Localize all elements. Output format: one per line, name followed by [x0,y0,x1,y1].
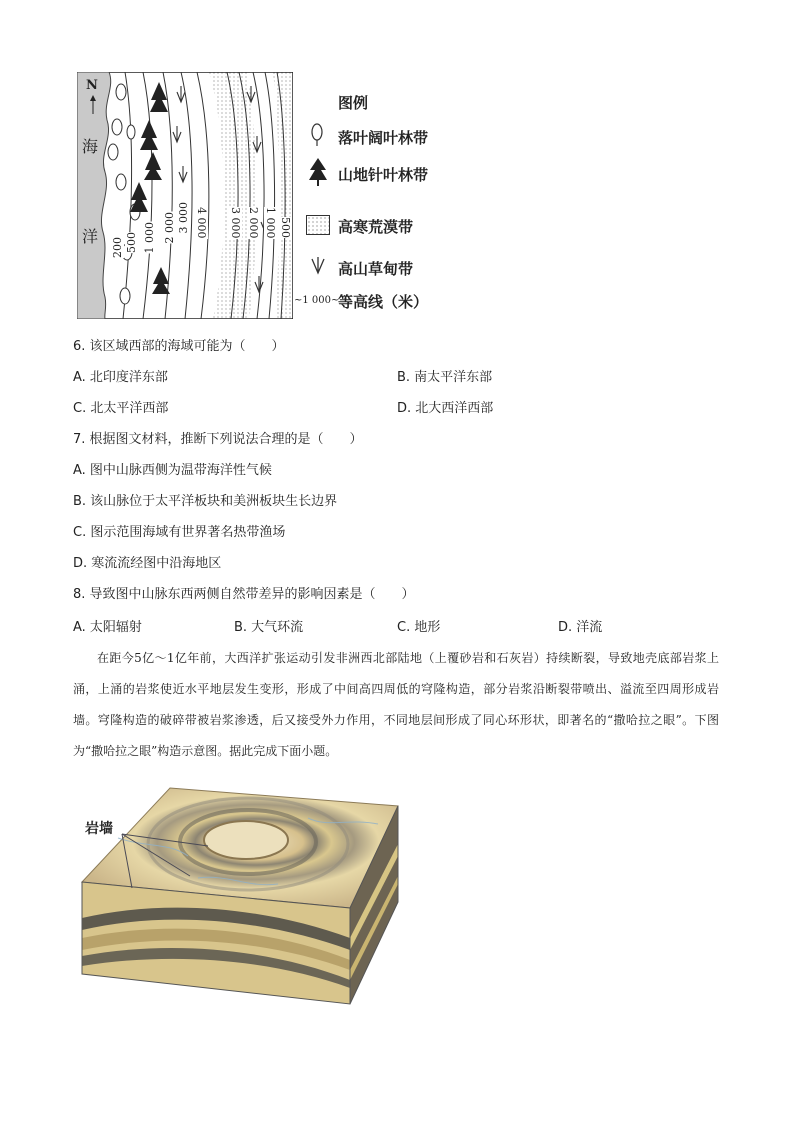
q8-option-b[interactable]: B. 大气环流 [234,620,304,635]
conifer-legend-icon [307,158,329,186]
q7-option-d[interactable]: D. 寒流流经图中沿海地区 [73,556,222,571]
contour-label-w500: 500 [125,232,138,253]
q7-option-b[interactable]: B. 该山脉位于太平洋板块和美洲板块生长边界 [73,494,338,509]
contour-label-w3000: 3 000 [177,202,190,234]
meadow-legend-icon [310,255,326,275]
ocean-label-1: 海 [82,137,99,156]
q7-option-a[interactable]: A. 图中山脉西侧为温带海洋性气候 [73,463,272,478]
contour-label-e4000: 4 000 [195,207,208,239]
contour-label-e1000: 1 000 [264,207,277,239]
contour-label-e500: 500 [279,217,292,238]
q8-stem: 8. 导致图中山脉东西两侧自然带差异的影响因素是（ ） [73,587,415,602]
legend-conifer: 山地针叶林带 [338,166,429,184]
contour-map [77,72,293,319]
ocean-label-2: 洋 [82,227,99,246]
deciduous-legend-icon [310,122,324,148]
contour-label-w200: 200 [111,237,124,258]
q8-option-c[interactable]: C. 地形 [397,620,441,635]
q6-option-d[interactable]: D. 北大西洋西部 [397,401,494,416]
contour-label-e3000: 3 000 [229,207,242,239]
q7-option-c[interactable]: C. 图示范围海域有世界著名热带渔场 [73,525,286,540]
contour-map-drawing [77,72,293,319]
dike-label: 岩墙 [85,821,113,837]
legend-contour-sample: ~1 000~ [294,295,340,306]
q6-option-b[interactable]: B. 南太平洋东部 [397,370,493,385]
q6-stem: 6. 该区域西部的海域可能为（ ） [73,339,285,354]
q6-option-c[interactable]: C. 北太平洋西部 [73,401,169,416]
q7-stem: 7. 根据图文材料，推断下列说法合理的是（ ） [73,432,363,447]
north-label: N [86,78,98,93]
q8-option-d[interactable]: D. 洋流 [558,620,603,635]
contour-label-e2000: 2 000 [247,207,260,239]
contour-label-w1000: 1 000 [143,222,156,254]
legend-title: 图例 [338,94,369,112]
desert-legend-icon [306,215,330,235]
q8-option-a[interactable]: A. 太阳辐射 [73,620,142,635]
legend-contour: 等高线（米） [338,293,429,311]
legend-deciduous: 落叶阔叶林带 [338,129,429,147]
legend-meadow: 高山草甸带 [338,260,414,278]
contour-label-w2000: 2 000 [163,212,176,244]
passage: 在距今5亿～1亿年前，大西洋扩张运动引发非洲西北部陆地（上覆砂岩和石灰岩）持续断裂，导致地壳底部岩浆上涌，上涌的岩浆使近水平地层发生变形，形成了中间高四周低的穹隆构造，部分岩浆沿断裂带喷出、溢流至四周形成岩墙。穹隆构造的破碎带被岩浆渗透，后又接受外力作用，不同地层间形成了同心环形状，即著名的“撒哈拉之眼”。下图为“撒哈拉之眼”构造示意图。据此完成下面小题。 [73,651,719,758]
legend-desert: 高寒荒漠带 [338,218,414,236]
q6-option-a[interactable]: A. 北印度洋东部 [73,370,168,385]
sahara-eye-drawing [78,778,404,1008]
sahara-eye-diagram [78,778,404,1008]
